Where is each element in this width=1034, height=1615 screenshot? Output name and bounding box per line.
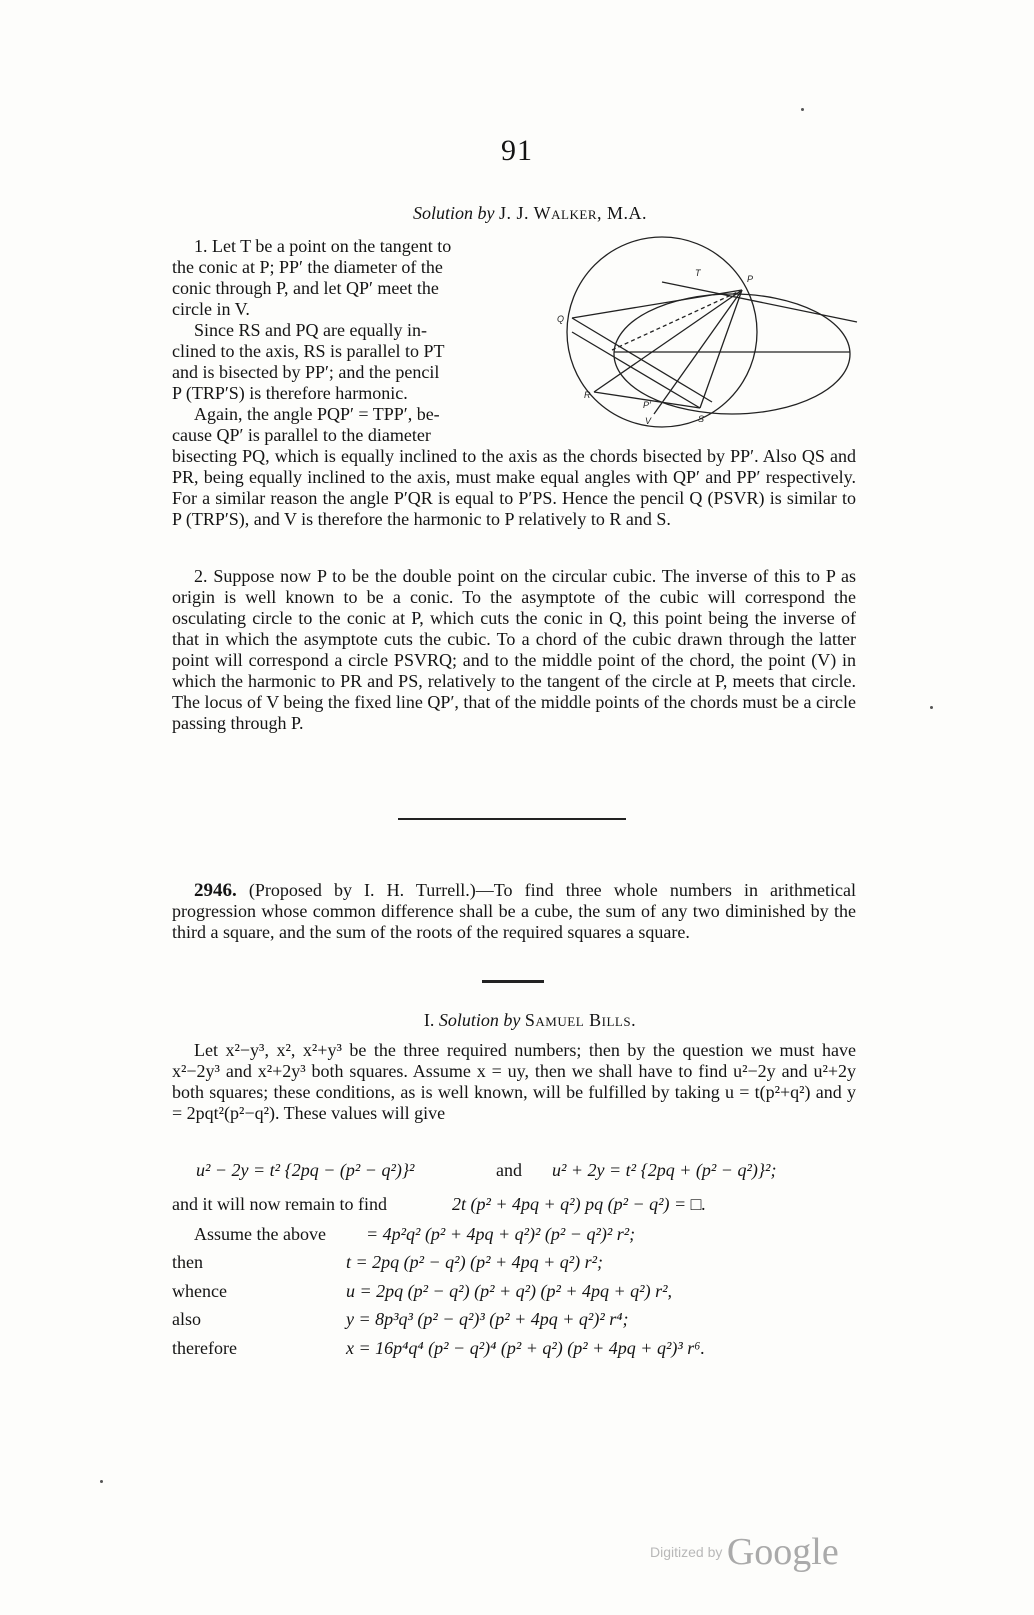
question-text xyxy=(172,880,856,943)
part1-wrapped-text xyxy=(172,236,534,446)
solution-author: J. J. Walker, M.A. xyxy=(498,203,647,223)
text-line: Since RS and PQ are equally in- xyxy=(194,320,427,340)
also-label: also xyxy=(172,1309,201,1329)
solution-prefix: Solution by xyxy=(412,203,495,223)
conic-circle-figure xyxy=(552,232,862,442)
text-line: the conic at P; PP′ the diameter of the xyxy=(172,257,443,277)
line-PS xyxy=(700,290,742,408)
speck-mark xyxy=(930,706,933,709)
label-P-prime: P′ xyxy=(643,400,651,410)
question-paragraph xyxy=(172,880,856,943)
also-equation: y = 8p³q³ (p² − q²)³ (p² + 4pq + q²)² r⁴; xyxy=(346,1309,629,1329)
text-line: conic through P, and let QP′ meet the xyxy=(172,278,439,298)
line-PQ xyxy=(572,290,742,318)
solution-numeral: I. xyxy=(423,1010,435,1030)
section-divider xyxy=(398,818,626,820)
equation-u2-plus-2y: u² + 2y = t² {2pq + (p² − q²)}²; xyxy=(552,1160,777,1180)
label-P: P xyxy=(747,274,754,284)
continuation-text: bisecting PQ, which is equally inclined to the axis as the chords bisected by PP′. Also QS and PR, being equally inclined to the axis, must make equal angles with QP′ and PP′ respectively. For a similar reason the angle P′QR is equal to P′PS. Hence the pencil Q (PSVR) is similar to P (TRP′S), and V is therefore the harmonic to P relatively to R and S. xyxy=(172,446,856,529)
solution-heading xyxy=(170,203,890,224)
watermark-logo: Google xyxy=(726,1531,839,1573)
then-label: then xyxy=(172,1252,203,1272)
text-line: 1. Let T be a point on the tangent to xyxy=(194,236,452,256)
equation-and: and xyxy=(496,1160,522,1180)
whence-label: whence xyxy=(172,1281,227,1301)
line-QS xyxy=(572,332,700,408)
part2-text: 2. Suppose now P to be the double point on the circular cubic. The inverse of this to P as origin is well known to be a conic. To the asymptote of the cubic will correspond the osculating circle to the conic at P, which cuts the conic in Q, this point being the inverse of that in which the asymptote cuts the cubic. To a chord of the cubic drawn through the latter point will correspond a circle PSVRQ; and to the middle point of the chord, the point (V) in which the harmonic to PR and PS, relatively to the tangent of the circle at P, meets that circle. The locus of V being the fixed line QP′, that of the middle points of the chords must be a circle passing through P. xyxy=(172,566,856,733)
solution2-heading xyxy=(170,1010,890,1031)
part1-continuation xyxy=(172,446,856,530)
question-body: (Proposed by I. H. Turrell.)—To find three whole numbers in arithmetical progression whose common difference shall be a cube, the sum of any two diminished by the third a square, and the sum of the roots of the required squares a square. xyxy=(172,880,857,942)
short-divider xyxy=(482,980,544,983)
whence-equation: u = 2pq (p² − q²) (p² + q²) (p² + 4pq + q²) r², xyxy=(346,1281,672,1301)
label-T: T xyxy=(695,268,701,278)
then-equation: t = 2pq (p² − q²) (p² + 4pq + q²) r²; xyxy=(346,1252,604,1272)
page-number: 91 xyxy=(501,134,533,167)
text-line: Again, the angle PQP′ = TPP′, be- xyxy=(194,404,440,424)
speck-mark xyxy=(801,108,804,111)
solution2-paragraph xyxy=(172,1040,856,1124)
therefore-label: therefore xyxy=(172,1338,237,1358)
text-line: cause QP′ is parallel to the diameter xyxy=(172,425,431,445)
line-QPprime xyxy=(572,318,712,402)
label-V: V xyxy=(645,416,652,426)
assume-equation: = 4p²q² (p² + 4pq + q²)² (p² − q²)² r²; xyxy=(366,1224,636,1244)
solution2-text: Let x²−y³, x², x²+y³ be the three required numbers; then by the question we must have x²−2y³ and x²+2y³ both squares. Assume x = uy, then we shall have to find u²−2y and u²+2y both squares; these conditions, as is well known, will be fulfilled by taking u = t(p²+q²) and y = 2pqt²(p²−q²). These values will give xyxy=(172,1040,856,1123)
assume-text: Assume the above xyxy=(194,1224,326,1244)
therefore-equation: x = 16p⁴q⁴ (p² − q²)⁴ (p² + q²) (p² + 4pq + q²)³ r⁶. xyxy=(346,1338,705,1358)
equation-u2-minus-2y: u² − 2y = t² {2pq − (p² − q²)}² xyxy=(196,1160,415,1180)
label-S: S xyxy=(698,414,705,424)
line-chord xyxy=(612,290,742,350)
tangent-line xyxy=(662,282,857,322)
text-line: clined to the axis, RS is parallel to PT xyxy=(172,341,445,361)
text-line: P (TRP′S) is therefore harmonic. xyxy=(172,383,408,403)
label-Q: Q xyxy=(557,314,565,324)
solution2-prefix: Solution by xyxy=(438,1010,521,1030)
label-R: R xyxy=(584,390,591,400)
remain-equation: 2t (p² + 4pq + q²) pq (p² − q²) = □. xyxy=(452,1194,707,1214)
question-number: 2946. xyxy=(194,880,237,901)
remain-text: and it will now remain to find xyxy=(172,1194,387,1214)
google-watermark xyxy=(650,1530,839,1574)
part2-paragraph xyxy=(172,566,856,734)
watermark-small: Digitized by xyxy=(650,1544,723,1560)
solution2-author: Samuel Bills. xyxy=(524,1010,637,1030)
text-line: circle in V. xyxy=(172,299,250,319)
speck-mark xyxy=(100,1480,103,1483)
text-line: and is bisected by PP′; and the pencil xyxy=(172,362,440,382)
